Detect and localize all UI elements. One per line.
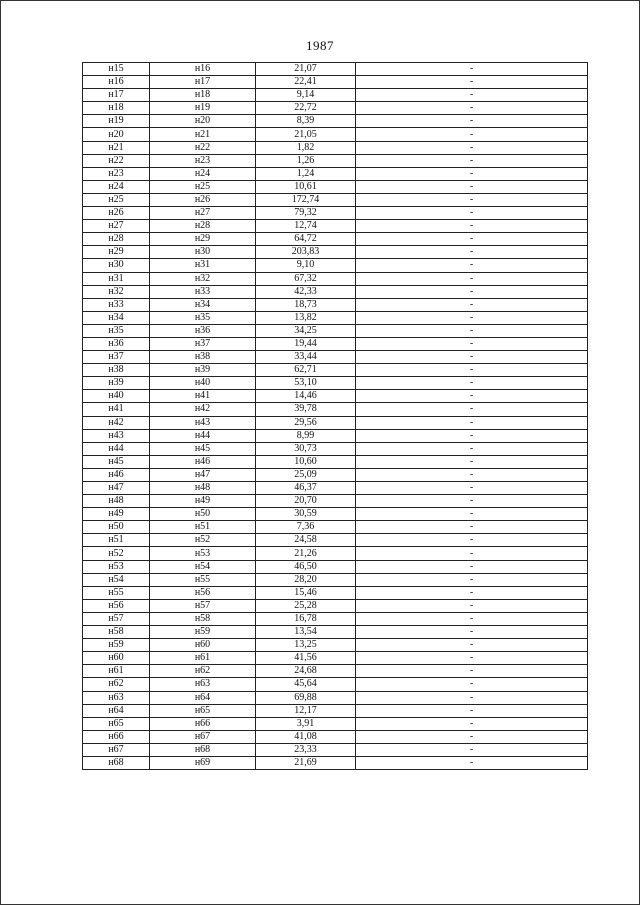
point-to-cell: н16 (150, 63, 256, 76)
distance-value-cell: 39,78 (256, 403, 356, 416)
point-to-cell: н53 (150, 547, 256, 560)
point-from-cell: н54 (83, 573, 150, 586)
point-to-cell: н44 (150, 429, 256, 442)
distance-value-cell: 10,61 (256, 180, 356, 193)
distance-value-cell: 13,25 (256, 639, 356, 652)
note-value-cell: - (356, 207, 588, 220)
note-value-cell: - (356, 639, 588, 652)
note-value-cell: - (356, 612, 588, 625)
distance-value-cell: 1,26 (256, 154, 356, 167)
table-row (83, 691, 588, 704)
table-row (83, 704, 588, 717)
table-row (83, 207, 588, 220)
point-to-cell: н67 (150, 730, 256, 743)
note-value-cell: - (356, 691, 588, 704)
point-from-cell: н46 (83, 468, 150, 481)
distance-value-cell: 42,33 (256, 285, 356, 298)
point-from-cell: н51 (83, 534, 150, 547)
table-row (83, 403, 588, 416)
note-value-cell: - (356, 547, 588, 560)
table-row (83, 364, 588, 377)
point-to-cell: н58 (150, 612, 256, 625)
table-row (83, 482, 588, 495)
table-row (83, 442, 588, 455)
note-value-cell: - (356, 626, 588, 639)
distance-value-cell: 20,70 (256, 495, 356, 508)
table-row (83, 89, 588, 102)
table-row (83, 167, 588, 180)
note-value-cell: - (356, 351, 588, 364)
table-row (83, 678, 588, 691)
point-to-cell: н35 (150, 311, 256, 324)
point-from-cell: н44 (83, 442, 150, 455)
note-value-cell: - (356, 442, 588, 455)
point-to-cell: н33 (150, 285, 256, 298)
table-row (83, 599, 588, 612)
distance-value-cell: 69,88 (256, 691, 356, 704)
distance-value-cell: 34,25 (256, 324, 356, 337)
point-to-cell: н47 (150, 468, 256, 481)
table-row (83, 298, 588, 311)
point-to-cell: н50 (150, 508, 256, 521)
page-number: 1987 (306, 38, 334, 53)
point-from-cell: н35 (83, 324, 150, 337)
point-to-cell: н20 (150, 115, 256, 128)
distance-value-cell: 46,50 (256, 560, 356, 573)
point-from-cell: н27 (83, 220, 150, 233)
point-to-cell: н19 (150, 102, 256, 115)
note-value-cell: - (356, 89, 588, 102)
point-to-cell: н57 (150, 599, 256, 612)
note-value-cell: - (356, 756, 588, 769)
point-from-cell: н53 (83, 560, 150, 573)
table-row (83, 495, 588, 508)
point-to-cell: н66 (150, 717, 256, 730)
point-from-cell: н47 (83, 482, 150, 495)
point-from-cell: н38 (83, 364, 150, 377)
distance-value-cell: 8,39 (256, 115, 356, 128)
point-from-cell: н63 (83, 691, 150, 704)
note-value-cell: - (356, 285, 588, 298)
point-from-cell: н24 (83, 180, 150, 193)
distance-value-cell: 41,08 (256, 730, 356, 743)
point-to-cell: н61 (150, 652, 256, 665)
distance-value-cell: 10,60 (256, 455, 356, 468)
distance-value-cell: 46,37 (256, 482, 356, 495)
point-from-cell: н49 (83, 508, 150, 521)
note-value-cell: - (356, 521, 588, 534)
note-value-cell: - (356, 678, 588, 691)
distance-value-cell: 13,54 (256, 626, 356, 639)
note-value-cell: - (356, 259, 588, 272)
note-value-cell: - (356, 154, 588, 167)
point-to-cell: н40 (150, 377, 256, 390)
point-to-cell: н65 (150, 704, 256, 717)
note-value-cell: - (356, 167, 588, 180)
table-row (83, 102, 588, 115)
note-value-cell: - (356, 573, 588, 586)
distance-value-cell: 15,46 (256, 586, 356, 599)
point-to-cell: н42 (150, 403, 256, 416)
point-to-cell: н26 (150, 193, 256, 206)
table-row (83, 612, 588, 625)
point-from-cell: н66 (83, 730, 150, 743)
point-to-cell: н36 (150, 324, 256, 337)
distance-value-cell: 53,10 (256, 377, 356, 390)
note-value-cell: - (356, 102, 588, 115)
distance-value-cell: 62,71 (256, 364, 356, 377)
note-value-cell: - (356, 390, 588, 403)
point-from-cell: н59 (83, 639, 150, 652)
note-value-cell: - (356, 652, 588, 665)
table-row (83, 626, 588, 639)
distance-value-cell: 1,24 (256, 167, 356, 180)
note-value-cell: - (356, 508, 588, 521)
point-from-cell: н32 (83, 285, 150, 298)
distance-value-cell: 203,83 (256, 246, 356, 259)
point-to-cell: н37 (150, 337, 256, 350)
table-row (83, 717, 588, 730)
distance-value-cell: 29,56 (256, 416, 356, 429)
point-to-cell: н17 (150, 76, 256, 89)
point-from-cell: н25 (83, 193, 150, 206)
point-to-cell: н51 (150, 521, 256, 534)
point-from-cell: н65 (83, 717, 150, 730)
distance-value-cell: 14,46 (256, 390, 356, 403)
note-value-cell: - (356, 311, 588, 324)
table-row (83, 311, 588, 324)
point-from-cell: н42 (83, 416, 150, 429)
table-row (83, 180, 588, 193)
point-from-cell: н22 (83, 154, 150, 167)
point-from-cell: н20 (83, 128, 150, 141)
point-to-cell: н45 (150, 442, 256, 455)
table-row (83, 220, 588, 233)
note-value-cell: - (356, 586, 588, 599)
note-value-cell: - (356, 337, 588, 350)
distance-value-cell: 33,44 (256, 351, 356, 364)
table-row (83, 547, 588, 560)
note-value-cell: - (356, 364, 588, 377)
table-row (83, 429, 588, 442)
table-row (83, 390, 588, 403)
distance-value-cell: 21,26 (256, 547, 356, 560)
point-from-cell: н36 (83, 337, 150, 350)
note-value-cell: - (356, 495, 588, 508)
point-from-cell: н29 (83, 246, 150, 259)
point-from-cell: н43 (83, 429, 150, 442)
note-value-cell: - (356, 76, 588, 89)
table-row (83, 351, 588, 364)
point-from-cell: н50 (83, 521, 150, 534)
point-from-cell: н19 (83, 115, 150, 128)
point-to-cell: н29 (150, 233, 256, 246)
distance-value-cell: 25,09 (256, 468, 356, 481)
distance-value-cell: 3,91 (256, 717, 356, 730)
note-value-cell: - (356, 665, 588, 678)
distance-value-cell: 45,64 (256, 678, 356, 691)
note-value-cell: - (356, 482, 588, 495)
point-to-cell: н27 (150, 207, 256, 220)
distance-value-cell: 22,72 (256, 102, 356, 115)
distance-value-cell: 9,14 (256, 89, 356, 102)
point-from-cell: н58 (83, 626, 150, 639)
point-from-cell: н26 (83, 207, 150, 220)
note-value-cell: - (356, 730, 588, 743)
point-to-cell: н68 (150, 743, 256, 756)
distance-value-cell: 12,74 (256, 220, 356, 233)
table-row (83, 756, 588, 769)
distance-value-cell: 12,17 (256, 704, 356, 717)
table-row (83, 534, 588, 547)
note-value-cell: - (356, 115, 588, 128)
point-from-cell: н41 (83, 403, 150, 416)
note-value-cell: - (356, 324, 588, 337)
point-to-cell: н21 (150, 128, 256, 141)
table-row (83, 272, 588, 285)
point-from-cell: н56 (83, 599, 150, 612)
distance-value-cell: 1,82 (256, 141, 356, 154)
table-row (83, 743, 588, 756)
note-value-cell: - (356, 233, 588, 246)
point-from-cell: н17 (83, 89, 150, 102)
note-value-cell: - (356, 560, 588, 573)
point-to-cell: н22 (150, 141, 256, 154)
note-value-cell: - (356, 298, 588, 311)
distance-value-cell: 21,07 (256, 63, 356, 76)
table-row (83, 455, 588, 468)
distance-value-cell: 22,41 (256, 76, 356, 89)
table-row (83, 652, 588, 665)
table-row (83, 521, 588, 534)
table-row (83, 324, 588, 337)
point-from-cell: н23 (83, 167, 150, 180)
point-to-cell: н55 (150, 573, 256, 586)
point-to-cell: н62 (150, 665, 256, 678)
distance-value-cell: 8,99 (256, 429, 356, 442)
point-from-cell: н55 (83, 586, 150, 599)
point-to-cell: н39 (150, 364, 256, 377)
table-row (83, 63, 588, 76)
boundary-points-table (82, 62, 588, 770)
point-from-cell: н39 (83, 377, 150, 390)
point-from-cell: н62 (83, 678, 150, 691)
note-value-cell: - (356, 534, 588, 547)
table-row (83, 730, 588, 743)
note-value-cell: - (356, 193, 588, 206)
note-value-cell: - (356, 416, 588, 429)
point-to-cell: н43 (150, 416, 256, 429)
table-row (83, 586, 588, 599)
point-from-cell: н61 (83, 665, 150, 678)
note-value-cell: - (356, 141, 588, 154)
point-from-cell: н33 (83, 298, 150, 311)
point-to-cell: н25 (150, 180, 256, 193)
table-row (83, 154, 588, 167)
table-row (83, 233, 588, 246)
note-value-cell: - (356, 180, 588, 193)
distance-value-cell: 41,56 (256, 652, 356, 665)
point-to-cell: н64 (150, 691, 256, 704)
point-to-cell: н38 (150, 351, 256, 364)
point-from-cell: н37 (83, 351, 150, 364)
distance-value-cell: 67,32 (256, 272, 356, 285)
point-from-cell: н64 (83, 704, 150, 717)
distance-value-cell: 16,78 (256, 612, 356, 625)
point-from-cell: н67 (83, 743, 150, 756)
point-from-cell: н45 (83, 455, 150, 468)
point-to-cell: н24 (150, 167, 256, 180)
note-value-cell: - (356, 717, 588, 730)
point-from-cell: н16 (83, 76, 150, 89)
table-row (83, 193, 588, 206)
distance-value-cell: 24,58 (256, 534, 356, 547)
table-row (83, 665, 588, 678)
point-to-cell: н23 (150, 154, 256, 167)
point-from-cell: н28 (83, 233, 150, 246)
distance-value-cell: 23,33 (256, 743, 356, 756)
table-row (83, 377, 588, 390)
note-value-cell: - (356, 743, 588, 756)
table-row (83, 246, 588, 259)
table-row (83, 76, 588, 89)
distance-value-cell: 30,73 (256, 442, 356, 455)
point-to-cell: н34 (150, 298, 256, 311)
note-value-cell: - (356, 429, 588, 442)
distance-value-cell: 21,05 (256, 128, 356, 141)
point-to-cell: н18 (150, 89, 256, 102)
point-to-cell: н59 (150, 626, 256, 639)
table-row (83, 141, 588, 154)
point-to-cell: н30 (150, 246, 256, 259)
distance-value-cell: 21,69 (256, 756, 356, 769)
point-to-cell: н31 (150, 259, 256, 272)
table-row (83, 508, 588, 521)
point-from-cell: н68 (83, 756, 150, 769)
point-from-cell: н15 (83, 63, 150, 76)
point-to-cell: н69 (150, 756, 256, 769)
distance-value-cell: 24,68 (256, 665, 356, 678)
point-from-cell: н60 (83, 652, 150, 665)
note-value-cell: - (356, 599, 588, 612)
point-to-cell: н32 (150, 272, 256, 285)
point-to-cell: н48 (150, 482, 256, 495)
distance-value-cell: 18,73 (256, 298, 356, 311)
point-to-cell: н54 (150, 560, 256, 573)
distance-value-cell: 9,10 (256, 259, 356, 272)
note-value-cell: - (356, 704, 588, 717)
note-value-cell: - (356, 63, 588, 76)
note-value-cell: - (356, 246, 588, 259)
distance-value-cell: 13,82 (256, 311, 356, 324)
point-from-cell: н57 (83, 612, 150, 625)
distance-value-cell: 79,32 (256, 207, 356, 220)
point-from-cell: н31 (83, 272, 150, 285)
point-to-cell: н60 (150, 639, 256, 652)
note-value-cell: - (356, 468, 588, 481)
note-value-cell: - (356, 455, 588, 468)
point-to-cell: н46 (150, 455, 256, 468)
note-value-cell: - (356, 220, 588, 233)
table-row (83, 259, 588, 272)
note-value-cell: - (356, 377, 588, 390)
table-row (83, 416, 588, 429)
table-row (83, 128, 588, 141)
distance-value-cell: 25,28 (256, 599, 356, 612)
point-to-cell: н52 (150, 534, 256, 547)
table-row (83, 468, 588, 481)
point-from-cell: н34 (83, 311, 150, 324)
point-from-cell: н40 (83, 390, 150, 403)
distance-value-cell: 64,72 (256, 233, 356, 246)
point-to-cell: н56 (150, 586, 256, 599)
point-from-cell: н21 (83, 141, 150, 154)
table-body (83, 63, 588, 770)
table-row (83, 573, 588, 586)
point-from-cell: н48 (83, 495, 150, 508)
table-row (83, 639, 588, 652)
distance-value-cell: 7,36 (256, 521, 356, 534)
note-value-cell: - (356, 403, 588, 416)
point-from-cell: н30 (83, 259, 150, 272)
point-to-cell: н63 (150, 678, 256, 691)
point-to-cell: н49 (150, 495, 256, 508)
note-value-cell: - (356, 272, 588, 285)
point-from-cell: н52 (83, 547, 150, 560)
distance-value-cell: 28,20 (256, 573, 356, 586)
table-row (83, 285, 588, 298)
table-row (83, 337, 588, 350)
table-row (83, 115, 588, 128)
distance-value-cell: 30,59 (256, 508, 356, 521)
point-to-cell: н41 (150, 390, 256, 403)
distance-value-cell: 172,74 (256, 193, 356, 206)
point-to-cell: н28 (150, 220, 256, 233)
distance-value-cell: 19,44 (256, 337, 356, 350)
table-row (83, 560, 588, 573)
point-from-cell: н18 (83, 102, 150, 115)
note-value-cell: - (356, 128, 588, 141)
